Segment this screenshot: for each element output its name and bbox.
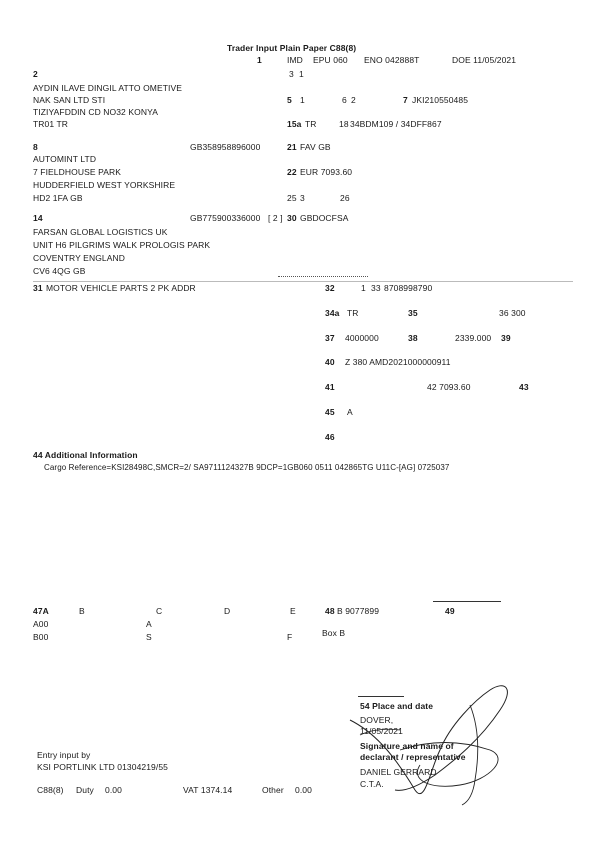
commodity-code: 8708998790 xyxy=(384,283,433,293)
signature-label-1: Signature and name of xyxy=(360,741,454,751)
declarant-role: C.T.A. xyxy=(360,779,384,789)
consignee-line-2: 7 FIELDHOUSE PARK xyxy=(33,167,121,177)
box-40-label: 40 xyxy=(325,357,335,367)
box-41-label: 41 xyxy=(325,382,335,392)
duty-value: 0.00 xyxy=(105,785,122,795)
box-36-value: 36 300 xyxy=(499,308,526,318)
box-21-value: FAV GB xyxy=(300,142,331,152)
tax-row-1-value: A xyxy=(146,619,152,629)
box-3-value: 1 xyxy=(299,69,304,79)
consignor-line-3: TIZIYAFDDIN CD NO32 KONYA xyxy=(33,107,158,117)
box-5-label: 5 xyxy=(287,95,292,105)
entry-input-label: Entry input by xyxy=(37,750,91,760)
box-30-value: GBDOCFSA xyxy=(300,213,349,223)
box-37-value: 4000000 xyxy=(345,333,379,343)
box-21-label: 21 xyxy=(287,142,297,152)
dotted-rule xyxy=(278,276,368,277)
box-37-label: 37 xyxy=(325,333,335,343)
box-15a-label: 15a xyxy=(287,119,302,129)
box-7-label: 7 xyxy=(403,95,408,105)
tax-row-2-value: S xyxy=(146,632,152,642)
consignee-line-4: HD2 1FA GB xyxy=(33,193,83,203)
box-26-label: 26 xyxy=(340,193,350,203)
additional-information: Cargo Reference=KSI28498C,SMCR=2/ SA9711124327B 9DCP=1GB060 0511 042865TG U11C-[AG] 0725037 xyxy=(44,463,450,472)
doe-field: DOE 11/05/2021 xyxy=(452,55,517,65)
box-39-label: 39 xyxy=(501,333,511,343)
form-code: C88(8) xyxy=(37,785,64,795)
box-48-value: B 9077899 xyxy=(337,606,380,616)
box-45-label: 45 xyxy=(325,407,335,417)
box-31-value: MOTOR VEHICLE PARTS 2 PK ADDR xyxy=(46,283,196,293)
box-42-value: 42 7093.60 xyxy=(427,382,471,392)
box-46-label: 46 xyxy=(325,432,335,442)
consignee-line-1: AUTOMINT LTD xyxy=(33,154,97,164)
box-54-label: 54 Place and date xyxy=(360,701,434,711)
box-34a-label: 34a xyxy=(325,308,340,318)
box-34a-value: TR xyxy=(347,308,359,318)
other-label: Other xyxy=(262,785,284,795)
box-31-label: 31 xyxy=(33,283,43,293)
box-5-value: 1 xyxy=(300,95,305,105)
box-25-value: 3 xyxy=(300,193,305,203)
entry-input-company: KSI PORTLINK LTD 01304219/55 xyxy=(37,762,169,772)
consignor-line-4: TR01 TR xyxy=(33,119,69,129)
declarant-eori: GB775900336000 xyxy=(190,213,261,223)
handwritten-signature xyxy=(340,680,540,810)
box-40-value: Z 380 AMD2021000000911 xyxy=(345,357,451,367)
imd-label: IMD xyxy=(287,55,303,65)
box-38-label: 38 xyxy=(408,333,418,343)
box-30-label: 30 xyxy=(287,213,297,223)
consignee-eori: GB358958896000 xyxy=(190,142,261,152)
box-3-label: 3 xyxy=(289,69,294,79)
box-35-label: 35 xyxy=(408,308,418,318)
box-38-value: 2339.000 xyxy=(455,333,492,343)
vat-total: VAT 1374.14 xyxy=(183,785,233,795)
box-b-label: Box B xyxy=(322,628,346,638)
tax-row-1-type: A00 xyxy=(33,619,49,629)
tax-row-2-f: F xyxy=(287,632,293,642)
other-value: 0.00 xyxy=(295,785,312,795)
declarant-name: DANIEL GERRARD xyxy=(360,767,437,777)
goods-rule xyxy=(33,281,573,282)
box-7-value: JKI210550485 xyxy=(412,95,469,105)
form-title: Trader Input Plain Paper C88(8) xyxy=(227,43,357,53)
consignor-line-1: AYDIN ILAVE DINGIL ATTO OMETIVE xyxy=(33,83,183,93)
duty-label: Duty xyxy=(76,785,94,795)
box-47-col-e: E xyxy=(290,606,296,616)
declarant-line-3: COVENTRY ENGLAND xyxy=(33,253,125,263)
box-44-label: 44 Additional Information xyxy=(33,450,138,460)
box-49-label: 49 xyxy=(445,606,455,616)
signature-label-2: declarant / representative xyxy=(360,752,466,762)
box-43-label: 43 xyxy=(519,382,529,392)
box-32-label: 32 xyxy=(325,283,335,293)
box-22-value: EUR 7093.60 xyxy=(300,167,353,177)
box-14-label: 14 xyxy=(33,213,43,223)
declarant-line-1: FARSAN GLOBAL LOGISTICS UK xyxy=(33,227,168,237)
box-18-value: 34BDM109 / 34DFF867 xyxy=(350,119,442,129)
box-45-value: A xyxy=(347,407,353,417)
box-6-label: 6 xyxy=(342,95,347,105)
declarant-line-4: CV6 4QG GB xyxy=(33,266,86,276)
declarant-extra: [ 2 ] xyxy=(268,213,283,223)
box-33-label: 33 xyxy=(371,283,381,293)
place: DOVER, xyxy=(360,715,394,725)
tax-row-2-type: B00 xyxy=(33,632,49,642)
box-18-label: 18 xyxy=(339,119,349,129)
box-47-label: 47A xyxy=(33,606,49,616)
epu-field: EPU 060 xyxy=(313,55,348,65)
box-8-label: 8 xyxy=(33,142,38,152)
box-47-col-c: C xyxy=(156,606,163,616)
box-1-label: 1 xyxy=(257,55,262,65)
eno-field: ENO 042888T xyxy=(364,55,420,65)
box-25-label: 25 xyxy=(287,193,297,203)
consignee-line-3: HUDDERFIELD WEST YORKSHIRE xyxy=(33,180,176,190)
box-22-label: 22 xyxy=(287,167,297,177)
declarant-line-2: UNIT H6 PILGRIMS WALK PROLOGIS PARK xyxy=(33,240,211,250)
box-49-rule xyxy=(433,601,501,602)
box-32-value: 1 xyxy=(361,283,366,293)
box-2-label: 2 xyxy=(33,69,38,79)
box-48-label: 48 xyxy=(325,606,335,616)
date: 11/05/2021 xyxy=(360,726,403,736)
consignor-line-2: NAK SAN LTD STI xyxy=(33,95,106,105)
box-47-col-b: B xyxy=(79,606,85,616)
box-6-value: 2 xyxy=(351,95,356,105)
box-15a-value: TR xyxy=(305,119,317,129)
box-47-col-d: D xyxy=(224,606,231,616)
